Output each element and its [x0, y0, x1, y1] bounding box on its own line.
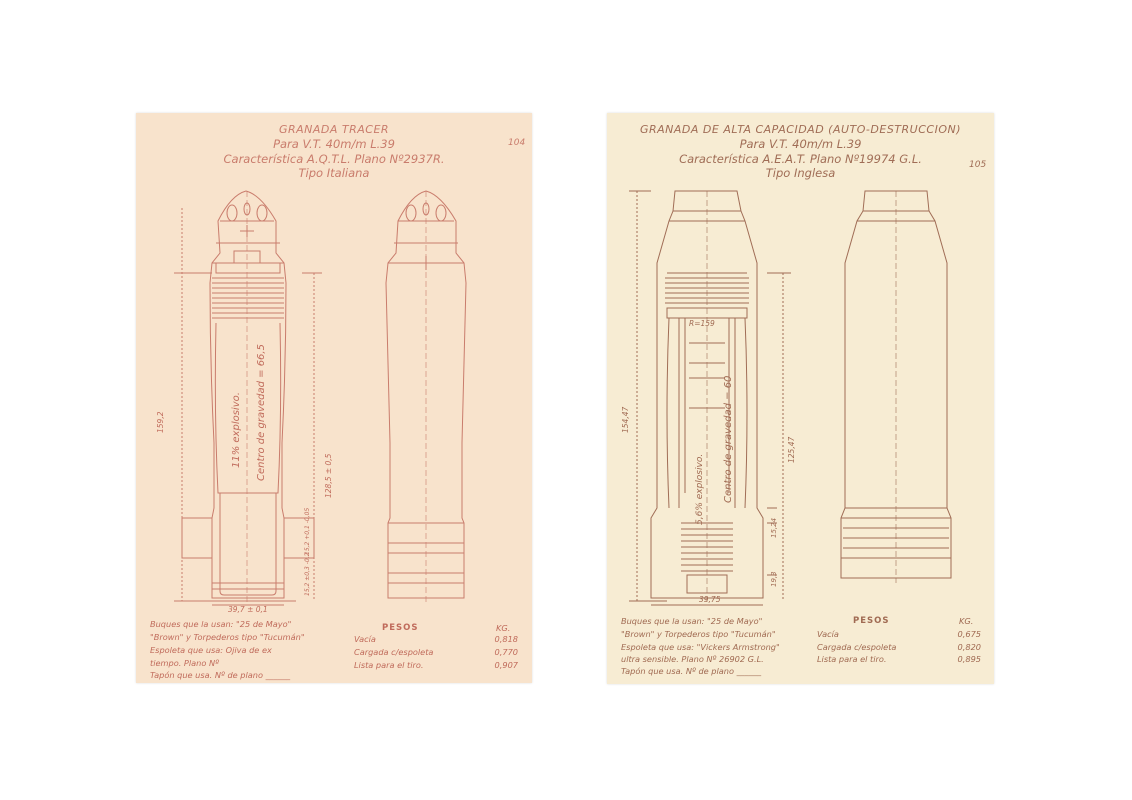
right-weight-value: 0,820 [957, 642, 981, 652]
right-ships-line2: "Brown" y Torpederos tipo "Tucumán" [621, 629, 776, 639]
left-subtitle: Para V.T. 40m/m L.39 [273, 137, 395, 151]
left-ships-line2: "Brown" y Torpederos tipo "Tucumán" [150, 632, 305, 642]
right-weight-label: Vacía [817, 629, 839, 639]
right-ships-line1: Buques que la usan: "25 de Mayo" [621, 616, 763, 626]
right-band-b: 19,3 [770, 571, 778, 587]
right-subtitle: Para V.T. 40m/m L.39 [739, 137, 862, 151]
right-margin-note: 105 [969, 160, 987, 170]
right-width-label: 39,75 [699, 595, 721, 604]
right-fuze-line2: ultra sensible. Plano Nº 26902 G.L. [621, 654, 764, 664]
left-weight-label: Cargada c/espoleta [354, 647, 434, 657]
left-fuze-line2: tiempo. Plano Nº [150, 658, 219, 668]
left-margin-note: 104 [508, 138, 526, 148]
right-spec: Característica A.E.A.T. Plano Nº19974 G.L. [679, 152, 922, 166]
right-weight-value: 0,675 [957, 629, 981, 639]
left-title: GRANADA TRACER [278, 123, 390, 136]
right-explosive-label: 5,6% explosivo. [695, 453, 705, 525]
right-title: GRANADA DE ALTA CAPACIDAD (AUTO-DESTRUCCION) [639, 123, 961, 136]
right-weight-value: 0,895 [957, 654, 981, 664]
left-plug-line: Tapón que usa. Nº de plano ______ [150, 670, 291, 680]
right-height-total: 154,47 [621, 406, 630, 433]
left-drawing-sheet [136, 113, 532, 683]
left-band-a: 15,2 +0,1 -0,05 [304, 507, 311, 555]
right-height-body: 125,47 [787, 436, 796, 463]
left-spec: Característica A.Q.T.L. Plano Nº2937R. [223, 152, 445, 166]
left-type: Tipo Italiana [298, 166, 370, 180]
left-ships-line1: Buques que la usan: "25 de Mayo" [150, 619, 292, 629]
right-weight-label: Cargada c/espoleta [817, 642, 897, 652]
right-shell-drawing [607, 113, 994, 684]
left-weight-label: Lista para el tiro. [354, 660, 424, 670]
right-weights-header: PESOS [853, 616, 890, 626]
left-weight-value: 0,770 [494, 647, 518, 657]
right-gravity-label: Centro de gravedad = 60 [723, 375, 734, 503]
right-weights-unit: KG. [959, 616, 974, 626]
left-fuze-line1: Espoleta que usa: Ojiva de ex [150, 645, 272, 655]
left-weight-value: 0,818 [494, 634, 518, 644]
right-radius-label: R=159 [689, 319, 715, 328]
left-height-body: 128,5 ± 0,5 [324, 453, 333, 498]
right-type: Tipo Inglesa [765, 166, 836, 180]
left-height-total: 159,2 [156, 411, 165, 433]
right-band-a: 15,24 [770, 517, 778, 538]
left-shell-drawing [136, 113, 532, 683]
left-width-label: 39,7 ± 0,1 [228, 605, 268, 614]
left-band-b: 15,2 ±0,3 -0,2 [304, 552, 311, 596]
right-plug-line: Tapón que usa. Nº de plano ______ [621, 666, 762, 676]
left-explosive-label: 11% explosivo. [231, 392, 242, 468]
left-weight-label: Vacía [354, 634, 376, 644]
left-weights-header: PESOS [382, 623, 419, 633]
right-weight-label: Lista para el tiro. [817, 654, 887, 664]
left-gravity-label: Centro de gravedad = 66,5 [256, 344, 267, 481]
right-drawing-sheet [607, 113, 994, 684]
left-weight-value: 0,907 [494, 660, 518, 670]
left-weights-unit: KG. [496, 623, 511, 633]
right-fuze-line1: Espoleta que usa: "Vickers Armstrong" [621, 642, 780, 652]
